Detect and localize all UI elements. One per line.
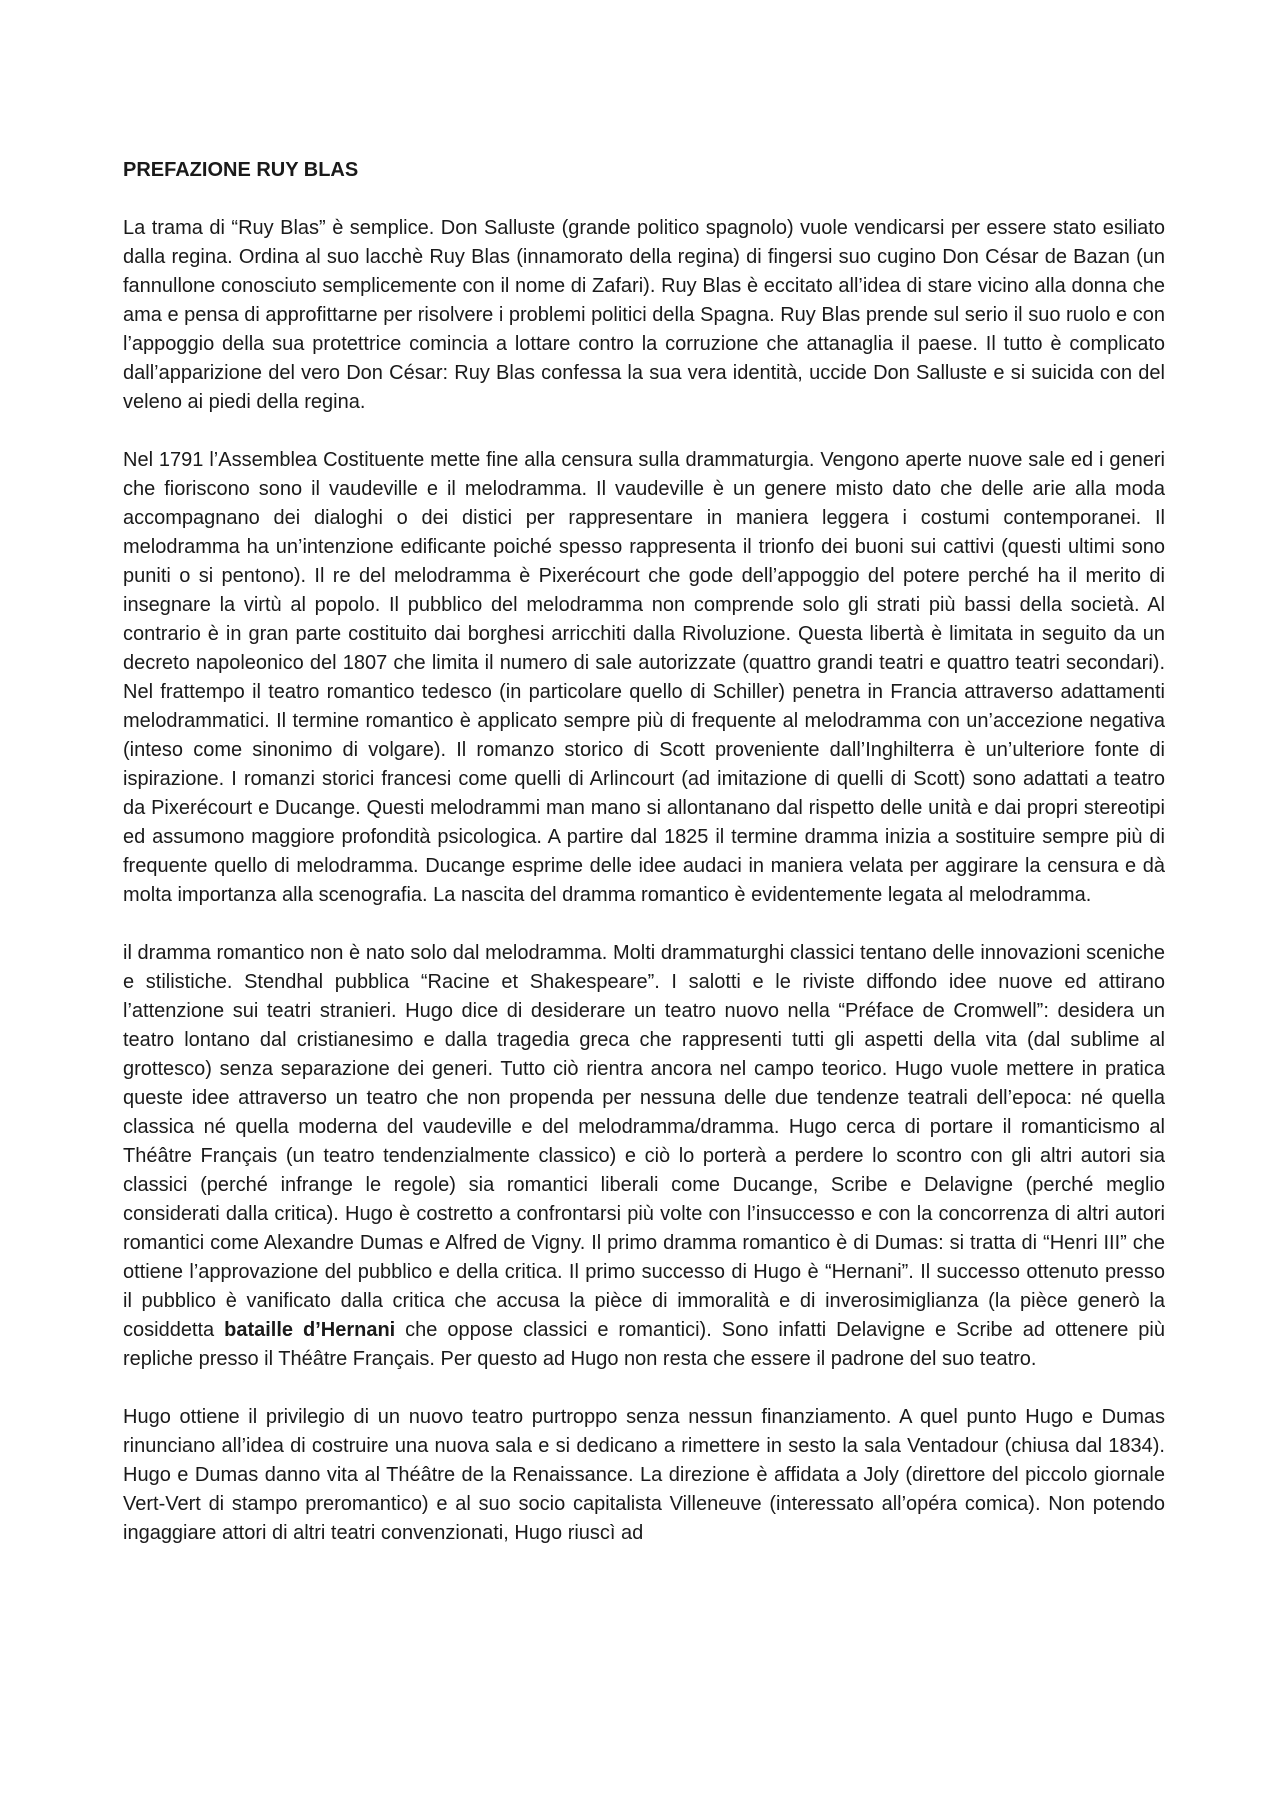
document-page: [123, 156, 1165, 1548]
bataille-dhernani-bold-term: bataille d’Hernani: [224, 1319, 396, 1341]
paragraph-renaissance-theatre: Hugo ottiene il privilegio di un nuovo teatro purtroppo senza nessun finanziamento. A quel punto Hugo e Dumas rinunciano all’idea di costruire una nuova sala e si dedicano a rimettere in sesto la sala Ventadour (chiusa dal 1834). Hugo e Dumas danno vita al Théâtre de la Renaissance. La direzione è affidata a Joly (direttore del piccolo giornale Vert-Vert di stampo preromantico) e al suo socio capitalista Villeneuve (interessato all’opéra comica). Non potendo ingaggiare attori di altri teatri convenzionati, Hugo riuscì ad: [123, 1406, 1165, 1544]
paragraph-plot-summary: La trama di “Ruy Blas” è semplice. Don Salluste (grande politico spagnolo) vuole vendicarsi per essere stato esiliato dalla regina. Ordina al suo lacchè Ruy Blas (innamorato della regina) di fingersi suo cugino Don César de Bazan (un fannullone conosciuto semplicemente con il nome di Zafari). Ruy Blas è eccitato all’idea di stare vicino alla donna che ama e pensa di approfittarne per risolvere i problemi politici della Spagna. Ruy Blas prende sul serio il suo ruolo e con l’appoggio della sua protettrice comincia a lottare contro la corruzione che attanaglia il paese. Il tutto è complicato dall’apparizione del vero Don César: Ruy Blas confessa la sua vera identità, uccide Don Salluste e si suicida con del veleno ai piedi della regina.: [123, 217, 1165, 413]
paragraph-romantic-drama-text-after: che oppose classici e romantici). Sono infatti Delavigne e Scribe ad ottenere più repliche presso il Théâtre Français. Per questo ad Hugo non resta che essere il padrone del suo teatro.: [123, 1319, 1165, 1370]
paragraph-melodrama-history: Nel 1791 l’Assemblea Costituente mette fine alla censura sulla drammaturgia. Vengono aperte nuove sale ed i generi che fioriscono sono il vaudeville e il melodramma. Il vaudeville è un genere misto dato che delle arie alla moda accompagnano dei dialoghi o dei distici per rappresentare in maniera leggera i costumi contemporanei. Il melodramma ha un’intenzione edificante poiché spesso rappresenta il trionfo dei buoni sui cattivi (questi ultimi sono puniti o si pentono). Il re del melodramma è Pixerécourt che gode dell’appoggio del potere perché ha il merito di insegnare la virtù al popolo. Il pubblico del melodramma non comprende solo gli strati più bassi della società. Al contrario è in gran parte costituito dai borghesi arricchiti dalla Rivoluzione. Questa libertà è limitata in seguito da un decreto napoleonico del 1807 che limita il numero di sale autorizzate (quattro grandi teatri e quattro teatri secondari). Nel frattempo il teatro romantico tedesco (in particolare quello di Schiller) penetra in Francia attraverso adattamenti melodrammatici. Il termine romantico è applicato sempre più di frequente al melodramma con un’accezione negativa (inteso come sinonimo di volgare). Il romanzo storico di Scott proveniente dall’Inghilterra è un’ulteriore fonte di ispirazione. I romanzi storici francesi come quelli di Arlincourt (ad imitazione di quelli di Scott) sono adattati a teatro da Pixerécourt e Ducange. Questi melodrammi man mano si allontanano dal rispetto delle unità e dai propri stereotipi ed assumono maggiore profondità psicologica. A partire dal 1825 il termine dramma inizia a sostituire sempre più di frequente quello di melodramma. Ducange esprime delle idee audaci in maniera velata per aggirare la censura e dà molta importanza alla scenografia. La nascita del dramma romantico è evidentemente legata al melodramma.: [123, 449, 1165, 906]
paragraph-romantic-drama: [123, 939, 1165, 1374]
paragraph-romantic-drama-text-before: il dramma romantico non è nato solo dal melodramma. Molti drammaturghi classici tentano delle innovazioni sceniche e stilistiche. Stendhal pubblica “Racine et Shakespeare”. I salotti e le riviste diffondo idee nuove ed attirano l’attenzione sui teatri stranieri. Hugo dice di desiderare un teatro nuovo nella “Préface de Cromwell”: desidera un teatro lontano dal cristianesimo e dalla tragedia greca che rappresenti tutti gli aspetti della vita (dal sublime al grottesco) senza separazione dei generi. Tutto ciò rientra ancora nel campo teorico. Hugo vuole mettere in pratica queste idee attraverso un teatro che non propenda per nessuna delle due tendenze teatrali dell’epoca: né quella classica né quella moderna del vaudeville e del melodramma/dramma. Hugo cerca di portare il romanticismo al Théâtre Français (un teatro tendenzialmente classico) e ciò lo porterà a perdere lo scontro con gli altri autori sia classici (perché infrange le regole) sia romantici liberali come Ducange, Scribe e Delavigne (perché meglio considerati dalla critica). Hugo è costretto a confrontarsi più volte con l’insuccesso e con la concorrenza di altri autori romantici come Alexandre Dumas e Alfred de Vigny. Il primo dramma romantico è di Dumas: si tratta di “Henri III” che ottiene l’approvazione del pubblico e della critica. Il primo successo di Hugo è “Hernani”. Il successo ottenuto presso il pubblico è vanificato dalla critica che accusa la pièce di immoralità e di inverosimiglianza (la pièce generò la cosiddetta: [123, 942, 1165, 1341]
document-title: PREFAZIONE RUY BLAS: [123, 159, 359, 181]
